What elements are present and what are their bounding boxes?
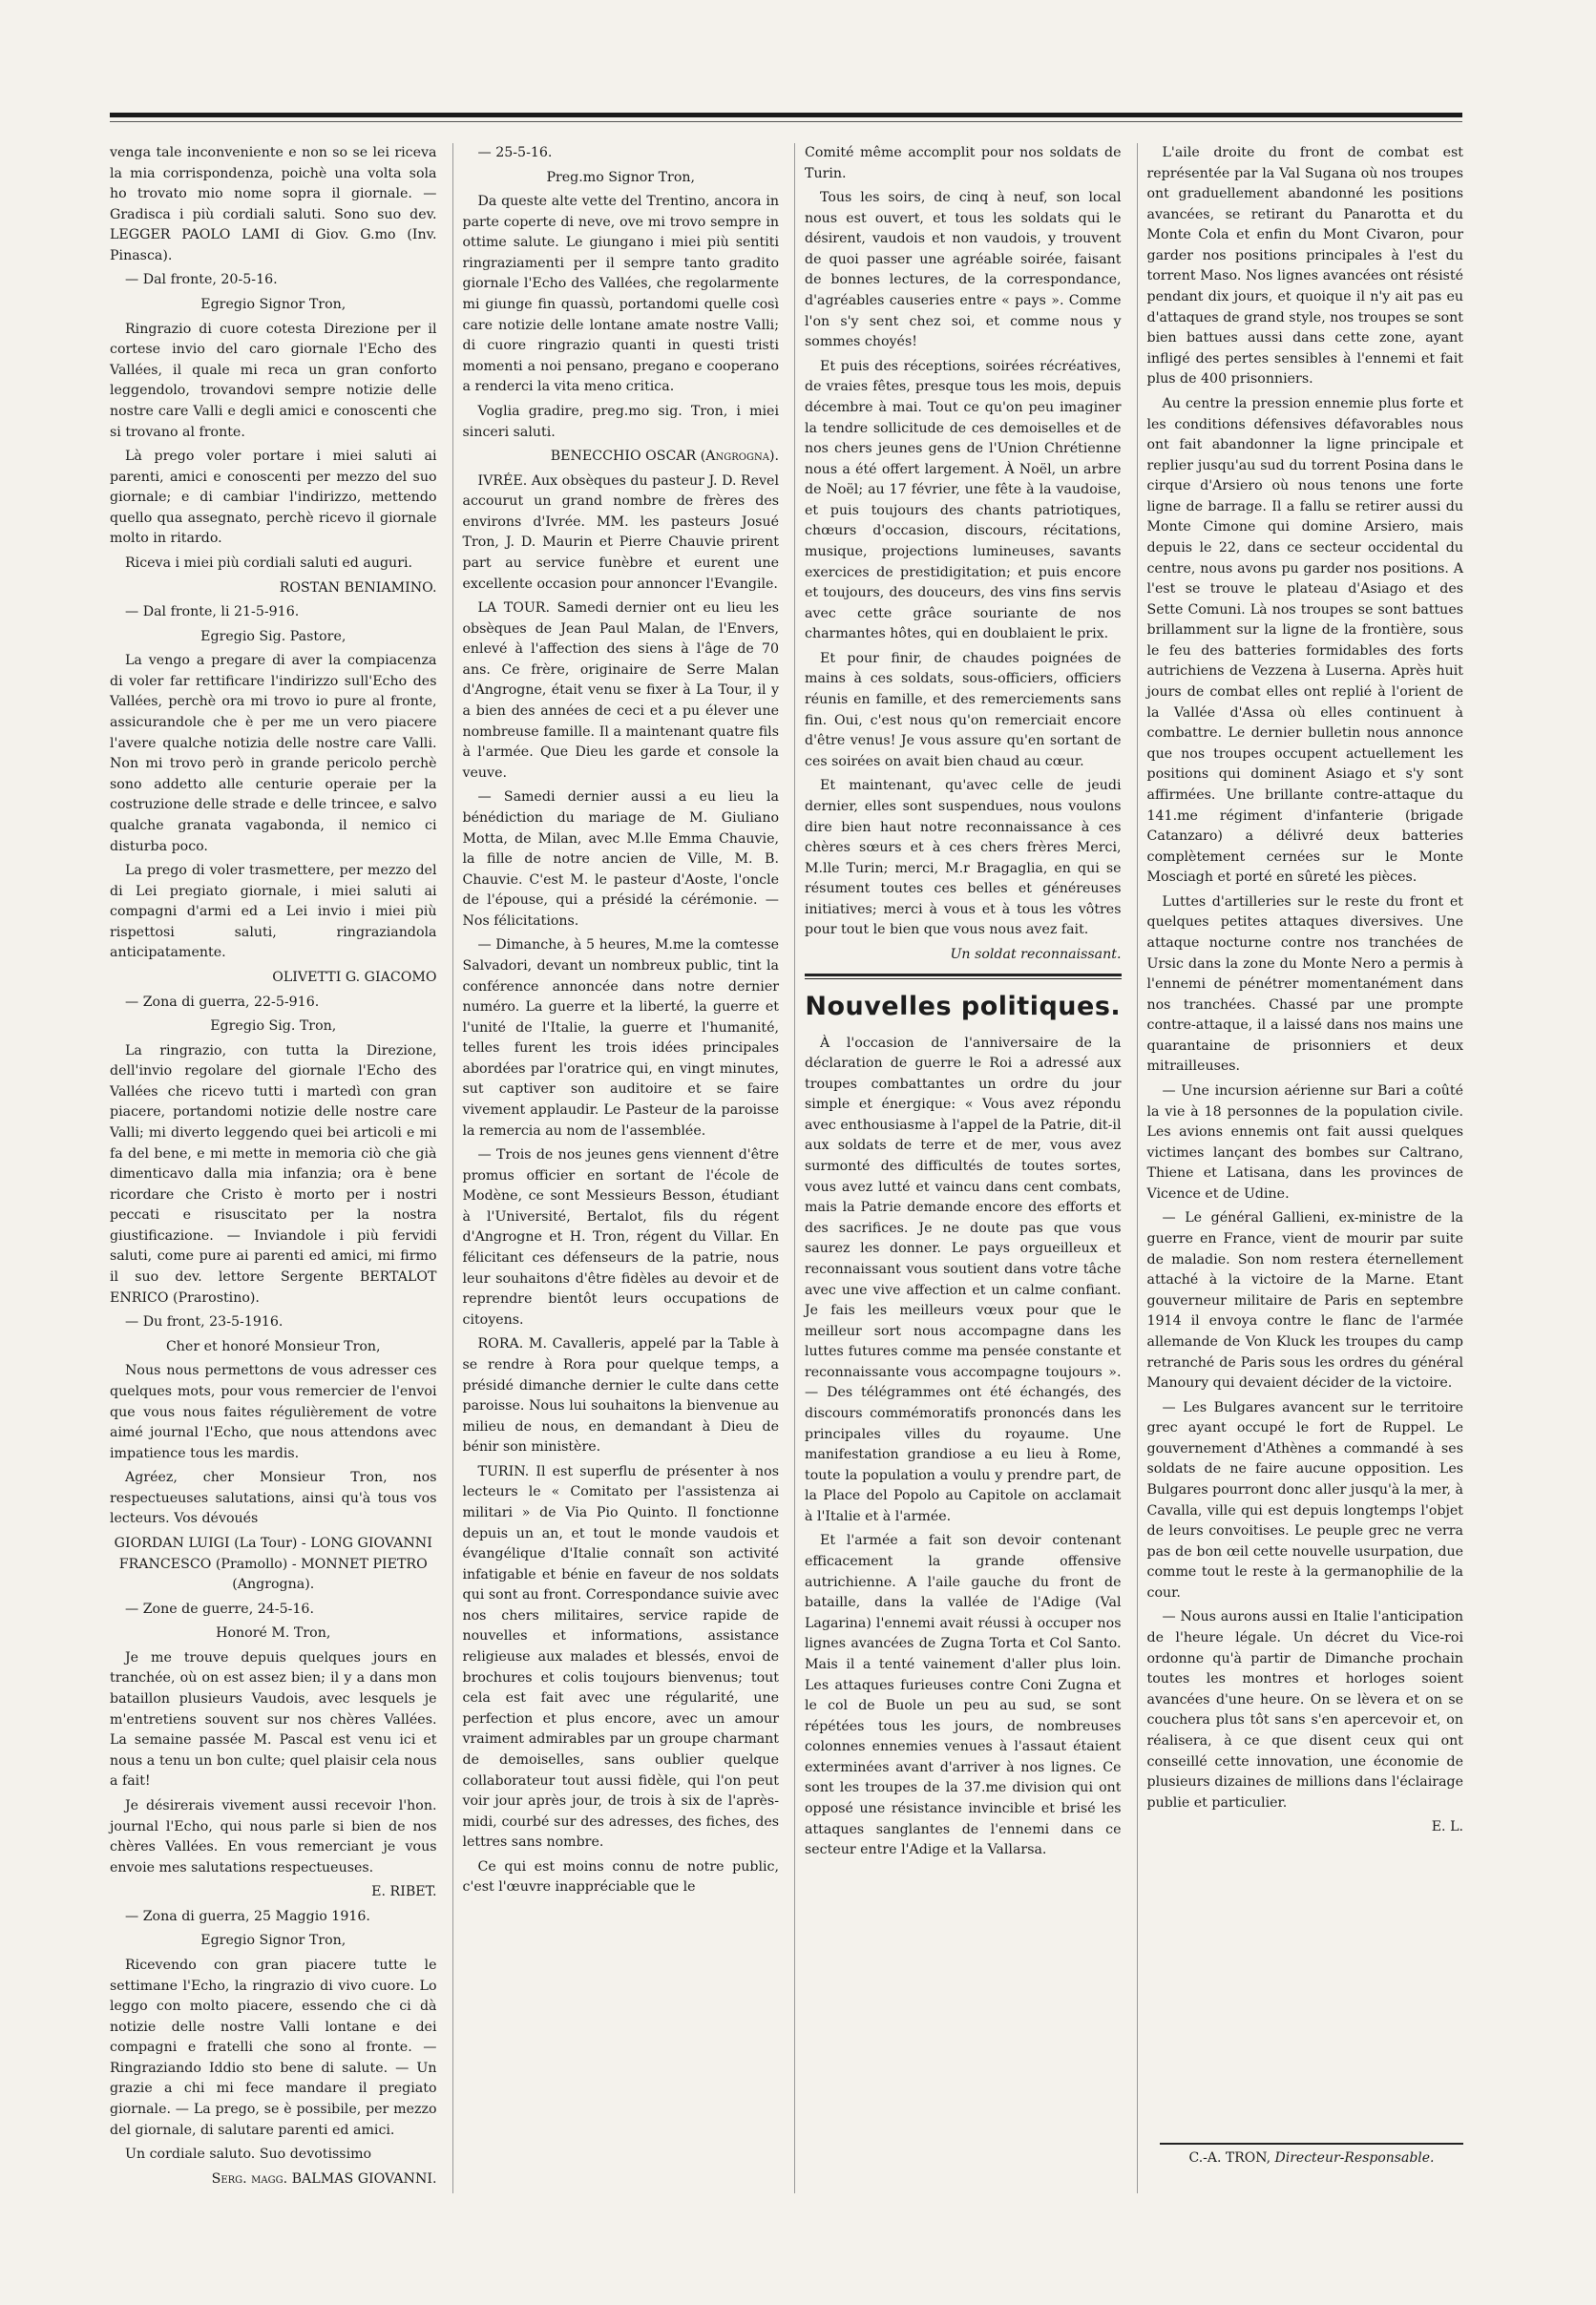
article-paragraph: — Dal fronte, li 21-5-916. bbox=[125, 604, 300, 620]
article-paragraph: RORA. M. Cavalleris, appelé par la Table à se rendre à Rora pour quelque temps, a présidé dimanche dernier le culte dans cette paroisse. Nous lui souhaitons la bienvenue au milieu de nous, en demandant à Dieu de bénir son ministère. bbox=[462, 1336, 779, 1456]
article-paragraph: Je désirerais vivement aussi recevoir l'hon. journal l'Echo, qui nous parle si bien de nos chères Vallées. En vous remerciant je vous envoie mes salutations respectueuses. bbox=[110, 1797, 437, 1875]
article-paragraph: Et puis des réceptions, soirées récréatives, de vraies fêtes, presque tous les mois, depuis décembre à mai. Tout ce qu'on peu imaginer la tendre sollicitude de ces demoiselles et de nos chers jeunes gens de l'Union Chrétienne nous a été offert largement. À Noël, un arbre de Noël; au 17 février, une fête à la vaudoise, et puis toujours des chants patriotiques, chœurs d'occasion, discours, récitations, musique, projections lumineuses, savants exercices de prestidigitation; et puis encore et toujours, des douceurs, des vins fins servis avec cette grâce souriante de nos charmantes hôtes, qui en doublaient le prix. bbox=[805, 358, 1122, 642]
article-paragraph: Ricevendo con gran piacere tutte le settimane l'Echo, la ringrazio di vivo cuore. Lo leggo con molto piacere, essendo che ci dà notizie delle nostre Valli lontane e dei compagni e fratelli che sono al fronte. — Ringraziando Iddio sto bene di salute. — Un grazie a chi mi fece mandare il pregiato giornale. — La prego, se è possibile, per mezzo del giornale, di salutare parenti ed amici. bbox=[110, 1957, 437, 2138]
article-paragraph: La prego di voler trasmettere, per mezzo del di Lei pregiato giornale, i miei saluti ai compagni d'armi ed a Lei invio i miei più rispettosi saluti, ringraziandola anticipatamente. bbox=[110, 863, 437, 961]
column-4 bbox=[1137, 143, 1464, 2193]
article-paragraph: — Une incursion aérienne sur Bari a coûté la vie à 18 personnes de la population civile. Les avions ennemis ont fait aussi quelques victimes lançant des bombes sur Caltrano, Thiene et Latisana, dans les provinces de Vicence et de Udine. bbox=[1146, 1083, 1463, 1202]
column-1 bbox=[110, 143, 437, 2193]
article-paragraph: Preg.mo Signor Tron, bbox=[546, 169, 696, 185]
section-divider bbox=[805, 974, 1122, 979]
article-paragraph: Tous les soirs, de cinq à neuf, son local nous est ouvert, et tous les soldats qui le désirent, vaudois et non vaudois, y trouvent de quoi passer une agréable soirée, faisant de bonnes lectures, de la correspondance, d'agréables causeries entre « pays ». Comme l'on s'y sent chez soi, et comme nous y sommes choyés! bbox=[805, 190, 1122, 350]
article-paragraph: À l'occasion de l'anniversaire de la déclaration de guerre le Roi a adressé aux troupes combattantes un ordre du jour simple et énergique: « Vous avez répondu avec enthousiasme à l'appel de la Patrie, dit-il aux soldats de terre et de mer, vous avez surmonté des difficultés de toutes sortes, vous avez lutté et vaincu dans cent combats, mais la Patrie demande encore des efforts et des sacrifices. Je ne doute pas que vous saurez les donner. Le pays orgueilleux et reconnaissant vous soutient dans votre tâche avec une vive affection et un calme confiant. Je fais les meilleurs vœux pour que le meilleur sort nous accompagne dans les luttes futures comme ma pensée constante et reconnaissante vous accompagne toujours ». — Des télégrammes ont été échangés, des discours commémoratifs prononcés dans les principales villes du royaume. Une manifestation grandiose a eu lieu à Rome, toute la population a voulu y prendre part, de la Place del Popolo au Capitole on acclamait à l'Italie et à l'armée. bbox=[805, 1035, 1122, 1524]
article-paragraph: Ce qui est moins connu de notre public, c'est l'œuvre inappréciable que le bbox=[462, 1858, 779, 1896]
article-paragraph: Je me trouve depuis quelques jours en tranchée, où on est assez bien; il y a dans mon bataillon plusieurs Vaudois, avec lesquels je m'entretiens souvent sur nos chères Vallées. La semaine passée M. Pascal est venu ici et nous a tenu un bon culte; quel plaisir cela nous a fait! bbox=[110, 1649, 437, 1790]
article-paragraph: Agréez, cher Monsieur Tron, nos respectueuses salutations, ainsi qu'à tous vos lecteurs. Vos dévoués bbox=[110, 1470, 437, 1527]
article-paragraph: Cher et honoré Monsieur Tron, bbox=[165, 1338, 381, 1354]
article-paragraph: ROSTAN BENIAMINO. bbox=[279, 579, 437, 596]
article-paragraph: BENECCHIO OSCAR (Angrogna). bbox=[550, 449, 779, 465]
article-paragraph: La ringrazio, con tutta la Direzione, dell'invio regolare del giornale l'Echo des Vallées che ricevo tutti i martedì con gran piacere, portandomi notizie delle nostre care Valli; mi diverto leggendo quei bei articoli e mi fa del bene, e mi mette in memoria ciò che già dimenticavo dalla mia infanzia; ora è bene ricordare che Cristo è morto per i nostri peccati e risuscitato per la nostra giustificazione. — Inviandole i più fervidi saluti, come pure ai parenti ed amici, mi firmo il suo dev. lettore Sergente BERTALOT ENRICO (Prarostino). bbox=[110, 1042, 437, 1306]
article-paragraph: TURIN. Il est superflu de présenter à nos lecteurs le « Comitato per l'assistenza ai militari » de Via Pio Quinto. Il fonctionne depuis un an, et tout le monde vaudois et évangélique d'Italie connaît son activité infatigable et bénie en faveur de nos soldats qui sont au front. Correspondance suivie avec nos chers militaires, service rapide de nouvelles et informations, assistance religieuse aux malades et blessés, envoi de brochures et colis toujours bienvenus; tout cela est fait avec une régularité, une perfection et plus encore, avec un amour vraiment admirables par un groupe charmant de demoiselles, sans oublier quelque collaborateur tout aussi fidèle, qui l'on peut voir jour après jour, de trois à six de l'après-midi, courbé sur des adresses, des fiches, des lettres sans nombre. bbox=[462, 1463, 779, 1851]
article-paragraph: — Nous aurons aussi en Italie l'anticipation de l'heure légale. Un décret du Vice-roi ordonne qu'à partir de Dimanche prochain toutes les montres et horloges soient avancées d'une heure. On se lèvera et on se couchera plus tôt sans s'en apercevoir et, on réalisera, à ce que disent ceux qui ont conseillé cette innovation, une économie de plusieurs dizaines de millions dans l'éclairage publie et particulier. bbox=[1146, 1609, 1463, 1811]
article-paragraph: Egregio Sig. Tron, bbox=[210, 1018, 337, 1035]
column-3 bbox=[794, 143, 1122, 2193]
article-paragraph: Da queste alte vette del Trentino, ancora in parte coperte di neve, ove mi trovo sempre in ottime salute. Le giungano i miei più sentiti ringraziamenti per il sempre tanto gradito giornale l'Echo des Vallées, che regolarmente mi giunge fin quassù, portandomi quelle così care notizie delle lontane amate nostre Valli; di cuore ringrazio quanti in questi tristi momenti a noi pensano, pregano e cooperano a renderci la vita meno critica. bbox=[462, 194, 779, 395]
article-paragraph: Au centre la pression ennemie plus forte et les conditions défensives défavorables nous ont fait abandonner la ligne principale et replier jusqu'au sud du torrent Posina dans le cirque d'Arsiero où nous tenons une forte ligne de barrage. Il a fallu se retirer aussi du Monte Cimone qui domine Arsiero, mais depuis le 22, dans ce secteur occidental du centre, nous avons pu garder nos positions. A l'est se trouve le plateau d'Asiago et des Sette Comuni. Là nos troupes se sont battues brillamment sur la ligne de la frontière, sous le feu des batteries formidables des forts autrichiens de Vezzena à Luserna. Après huit jours de combat elles ont replié à l'orient de la Vallée d'Assa où elles continuent à combattre. Le dernier bulletin nous annonce que nos troupes occupent actuellement les positions qui dominent Asiago et s'y sont affirmées. Une brillante contre-attaque du 141.me régiment d'infanterie (brigade Catanzaro) a délivré deux batteries complètement cernées sur le Monte Mosciagh et porté en sûreté les pièces. bbox=[1146, 395, 1463, 886]
article-paragraph: — Du front, 23-5-1916. bbox=[125, 1314, 284, 1331]
article-paragraph: Riceva i miei più cordiali saluti ed auguri. bbox=[125, 555, 413, 571]
article-paragraph: L'aile droite du front de combat est représentée par la Val Sugana où nos troupes ont graduellement abandonné les positions avancées, se retirant du Panarotta et du Monte Cola et enfin du Mont Civaron, pour garder nos positions principales à l'est du torrent Maso. Nos lignes avancées ont résisté pendant dix jours, et quoique il n'y ait pas eu d'attaques de grand style, nos troupes se sont bien battues aussi dans cette zone, ayant infligé des pertes sensibles à l'ennemi et fait plus de 400 prisonniers. bbox=[1146, 145, 1463, 388]
director-role: Directeur-Responsable. bbox=[1274, 2150, 1435, 2166]
article-paragraph: Et maintenant, qu'avec celle de jeudi dernier, elles sont suspendues, nous voulons dire bien haut notre reconnaissance à ces chères sœurs et à ces chers frères Merci, M.lle Turin; merci, M.r Bragaglia, en qui se résument toutes ces belles et généreuses initiatives; merci à vous et à tous les vôtres pour tout le bien que vous nous avez fait. bbox=[805, 778, 1122, 938]
section-headline: Nouvelles politiques. bbox=[805, 991, 1122, 1021]
article-paragraph: Serg. magg. BALMAS GIOVANNI. bbox=[211, 2170, 437, 2187]
article-paragraph: Voglia gradire, preg.mo sig. Tron, i miei sinceri saluti. bbox=[462, 403, 779, 440]
article-paragraph: venga tale inconveniente e non so se lei riceva la mia corrispondenza, poichè una volta sola ho trovato mio nome sopra il giornale. — Gradisca i più cordiali saluti. Sono suo dev. LEGGER PAOLO LAMI di Giov. G.mo (Inv. Pinasca). bbox=[110, 145, 437, 263]
director-name: C.-A. TRON, bbox=[1188, 2150, 1271, 2166]
article-paragraph: — Zona di guerra, 22-5-916. bbox=[125, 994, 320, 1010]
article-paragraph: Luttes d'artilleries sur le reste du front et quelques petites attaques diversives. Une attaque nocturne contre nos tranchées de Ursic dans la zone du Monte Nero a permis à l'ennemi de pénétrer momentanément dans nos tranchées. Chassé par une prompte contre-attaque, il a laissé dans nos mains une quarantaine de prisonniers et deux mitrailleuses. bbox=[1146, 893, 1463, 1075]
article-paragraph: IVRÉE. Aux obsèques du pasteur J. D. Revel accourut un grand nombre de frères des environs d'Ivrée. MM. les pasteurs Josué Tron, J. D. Maurin et Pierre Chauvie prirent part au service funèbre et eurent une excellente occasion pour annoncer l'Evangile. bbox=[462, 472, 779, 592]
article-paragraph: — 25-5-16. bbox=[477, 145, 553, 160]
article-paragraph: — Les Bulgares avancent sur le territoire grec ayant occupé le fort de Ruppel. Le gouvernement d'Athènes a commandé à ses soldats de ne faire aucune opposition. Les Bulgares pourront donc aller jusqu'à la mer, à Cavalla, ville qui est depuis longtemps l'objet de leurs convoitises. Le peuple grec ne verra pas de bon œil cette nouvelle usurpation, due comme tout le reste à la germanophilie de la cour. bbox=[1146, 1399, 1463, 1601]
article-paragraph: La vengo a pregare di aver la compiacenza di voler far rettificare l'indirizzo sull'Echo des Vallées, perchè ora mi trovo io pure al fronte, assicurandole che è per me un vero piacere l'avere qualche notizia delle nostre care Valli. Non mi trovo però in grande pericolo perchè sono addetto alle centurie operaie per la costruzione delle strade e delle trincee, e salvo qualche granata vagabonda, il nemico ci disturba poco. bbox=[110, 653, 437, 854]
article-paragraph: Comité même accomplit pour nos soldats de Turin. bbox=[805, 145, 1122, 181]
article-paragraph: E. L. bbox=[1431, 1819, 1463, 1835]
article-paragraph: — Dimanche, à 5 heures, M.me la comtesse Salvadori, devant un nombreux public, tint la conférence annoncée dans notre dernier numéro. La guerre et la liberté, la guerre et l'unité de l'Italie, la guerre et l'humanité, telles furent les trois idées principales abordées par l'oratrice qui, en vingt minutes, sut captiver son auditoire et se faire vivement applaudir. Le Pasteur de la paroisse la remercia au nom de l'assemblée. bbox=[462, 937, 779, 1139]
article-paragraph: — Trois de nos jeunes gens viennent d'être promus officier en sortant de l'école de Modène, ce sont Messieurs Besson, étudiant à l'Université, Bertalot, fils du régent d'Angrogne et H. Tron, régent du Villar. En félicitant ces défenseurs de la patrie, nous leur souhaitons d'être fidèles au devoir et de reprendre bientôt leurs occupations de citoyens. bbox=[462, 1147, 779, 1328]
top-rule bbox=[110, 113, 1462, 117]
top-rule-thin bbox=[110, 121, 1462, 122]
article-paragraph: — Dal fronte, 20-5-16. bbox=[125, 272, 278, 288]
article-paragraph: — Zone de guerre, 24-5-16. bbox=[125, 1601, 314, 1617]
column-2 bbox=[452, 143, 780, 2193]
article-paragraph: E. RIBET. bbox=[371, 1884, 437, 1900]
article-paragraph: OLIVETTI G. GIACOMO bbox=[272, 969, 437, 985]
footer-signature bbox=[1160, 2143, 1463, 2166]
article-paragraph: Et pour finir, de chaudes poignées de mains à ces soldats, sous-officiers, officiers réunis en famille, et des remerciements sans fin. Oui, c'est nous qu'on remerciait encore d'être venus! Je vous assure qu'en sortant de ces soirées on avait bien chaud au cœur. bbox=[805, 650, 1122, 769]
article-paragraph: — Le général Gallieni, ex-ministre de la guerre en France, vient de mourir par suite de maladie. Son nom restera éternellement attaché à la victoire de la Marne. Etant gouverneur militaire de Paris en septembre 1914 il envoya contre le flanc de l'armée allemande de Von Kluck les troupes du camp retranché de Paris sous les ordres du général Manoury qui devaient décider de la victoire. bbox=[1146, 1210, 1463, 1392]
article-paragraph: Là prego voler portare i miei saluti ai parenti, amici e conoscenti per mezzo del suo giornale; e di cambiar l'indirizzo, mettendo quello qua assegnato, perchè ricevo il giornale molto in ritardo. bbox=[110, 449, 437, 547]
article-paragraph: Egregio Signor Tron, bbox=[200, 1933, 346, 1949]
article-paragraph: GIORDAN LUIGI (La Tour) - LONG GIOVANNI FRANCESCO (Pramollo) - MONNET PIETRO (Angrogna). bbox=[114, 1536, 432, 1593]
article-paragraph: Nous nous permettons de vous adresser ces quelques mots, pour vous remercier de l'envoi que vous nous faites régulièrement de votre aimé journal l'Echo, que nous attendons avec impatience tous les mardis. bbox=[110, 1363, 437, 1461]
article-paragraph: Egregio Signor Tron, bbox=[200, 297, 346, 313]
article-paragraph: Un soldat reconnaissant. bbox=[950, 946, 1122, 962]
article-paragraph: Egregio Sig. Pastore, bbox=[200, 628, 346, 644]
article-paragraph: — Samedi dernier aussi a eu lieu la bénédiction du mariage de M. Giuliano Motta, de Milan, avec M.lle Emma Chauvie, la fille de notre ancien de Ville, M. B. Chauvie. C'est M. le pasteur d'Aoste, l'oncle de l'épouse, qui a présidé la cérémonie. — Nos félicitations. bbox=[462, 789, 779, 929]
article-paragraph: Honoré M. Tron, bbox=[216, 1625, 331, 1642]
article-paragraph: LA TOUR. Samedi dernier ont eu lieu les obsèques de Jean Paul Malan, de l'Envers, enlevé à l'affection des siens à l'âge de 70 ans. Ce frère, originaire de Serre Malan d'Angrogne, était venu se fixer à La Tour, il y a bien des années de ceci et a pu élever une nombreuse famille. Il a maintenant quatre fils à l'armée. Que Dieu les garde et console la veuve. bbox=[462, 600, 779, 781]
article-paragraph: Un cordiale saluto. Suo devotissimo bbox=[125, 2147, 372, 2163]
article-paragraph: Ringrazio di cuore cotesta Direzione per il cortese invio del caro giornale l'Echo des Vallées, il quale mi reca un gran conforto leggendolo, trovandovi sempre notizie delle nostre care Valli e degli amici e conoscenti che si trovano al fronte. bbox=[110, 321, 437, 440]
article-paragraph: — Zona di guerra, 25 Maggio 1916. bbox=[125, 1908, 370, 1924]
article-paragraph: Et l'armée a fait son devoir contenant efficacement la grande offensive autrichienne. A l'aile gauche du front de bataille, dans la vallée de l'Adige (Val Lagarina) l'ennemi avait réussi à occuper nos lignes avancées de Zugna Torta et Col Santo. Mais il a tenté vainement d'aller plus loin. Les attaques furieuses contre Coni Zugna et le col de Buole un peu au sud, se sont répétées tous les jours, de nombreuses colonnes ennemies venues à l'assaut étaient exterminées avant d'arriver à nos lignes. Ce sont les troupes de la 37.me division qui ont opposé une résistance invincible et brisé les attaques sanglantes de l'ennemi dans ce secteur entre l'Adige et la Vallarsa. bbox=[805, 1533, 1122, 1858]
